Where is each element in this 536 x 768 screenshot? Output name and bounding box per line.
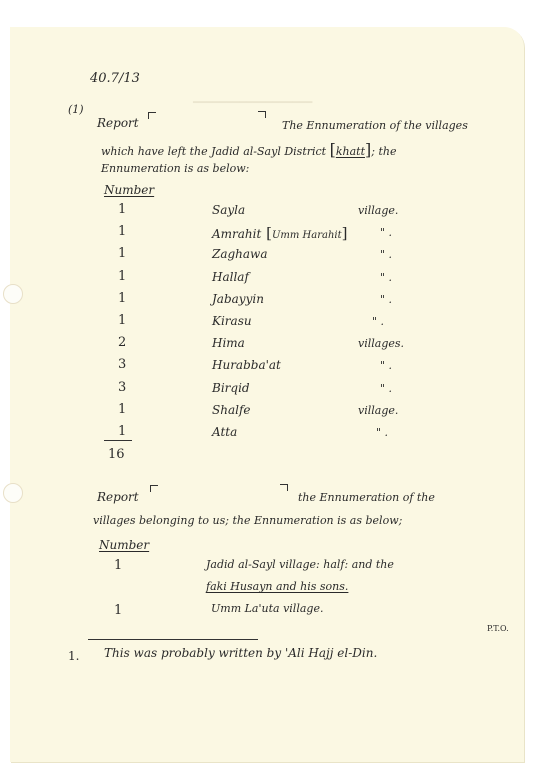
village-count: 1 (118, 291, 127, 306)
punch-hole-top (3, 284, 23, 304)
village-count: 1 (118, 424, 127, 439)
close-bracket (280, 484, 288, 491)
village-name: Birqid (212, 381, 250, 395)
number-column-header-2: Number (99, 538, 150, 552)
village-type: " . (380, 226, 393, 239)
village-type: " . (376, 426, 389, 439)
village-count: 3 (118, 357, 127, 372)
village-name: Hurabba'at (212, 358, 281, 372)
footnote-marker: 1. (68, 649, 80, 663)
open-bracket (150, 485, 158, 492)
row-count: 1 (114, 603, 123, 618)
village-name: Hallaf (212, 270, 249, 284)
village-type: villages. (358, 337, 405, 350)
village-type: village. (358, 204, 399, 217)
village-name: Zaghawa (212, 247, 268, 261)
village-type: " . (380, 293, 393, 306)
open-bracket (148, 112, 156, 119)
village-alt-name: Umm Harahit (271, 230, 342, 241)
report-1-intro-line1: The Ennumeration of the villages (282, 119, 468, 132)
village-count: 1 (118, 202, 127, 217)
village-count: 1 (118, 269, 127, 284)
please-turn-over: P.T.O. (487, 624, 509, 633)
footnote-text: This was probably written by 'Ali Hajj el-Din. (104, 646, 378, 660)
row-count: 1 (114, 558, 123, 573)
village-name: Shalfe (212, 403, 251, 417)
report-1-marker: (1) (68, 103, 84, 116)
village-count: 1 (118, 224, 127, 239)
row-entry: Umm La'uta village. (211, 602, 324, 615)
village-type: village. (358, 404, 399, 417)
village-name: Sayla (212, 203, 246, 217)
village-name: Atta (212, 425, 238, 439)
row-entry: Jadid al-Sayl village: half: and the (206, 558, 394, 571)
reference-number: 40.7/13 (90, 71, 140, 86)
close-bracket (258, 111, 266, 118)
report-2-line2: villages belonging to us; the Ennumeration is as below; (93, 514, 403, 527)
village-type: " . (380, 359, 393, 372)
village-count: 1 (118, 402, 127, 417)
report-2-word: Report (97, 490, 139, 504)
total-count: 16 (108, 447, 125, 462)
village-type: " . (380, 248, 393, 261)
village-name: Kirasu (212, 314, 252, 328)
number-column-header: Number (104, 183, 155, 197)
village-count: 2 (118, 335, 127, 350)
village-name: Jabayyin (212, 292, 264, 306)
footnote-rule (88, 639, 258, 640)
village-count: 3 (118, 380, 127, 395)
punch-hole-bottom (3, 483, 23, 503)
village-type: " . (380, 271, 393, 284)
village-type: " . (372, 315, 385, 328)
row-entry-continued: faki Husayn and his sons. (206, 580, 349, 593)
report-1-word: Report (97, 116, 139, 130)
village-count: 1 (118, 313, 127, 328)
village-name: Amrahit [Umm Harahit] (212, 224, 348, 242)
report-2-line1: the Ennumeration of the (298, 491, 435, 504)
total-rule (104, 440, 132, 441)
bleed-through-mark: ━━━━━━━━━━━━━━━━━━ (193, 96, 313, 109)
report-1-intro-line2: which have left the Jadid al-Sayl District [khatt]; the (101, 140, 397, 159)
village-type: " . (380, 382, 393, 395)
village-name: Hima (212, 336, 245, 350)
village-count: 1 (118, 246, 127, 261)
report-1-intro-line3: Ennumeration is as below: (101, 162, 250, 175)
